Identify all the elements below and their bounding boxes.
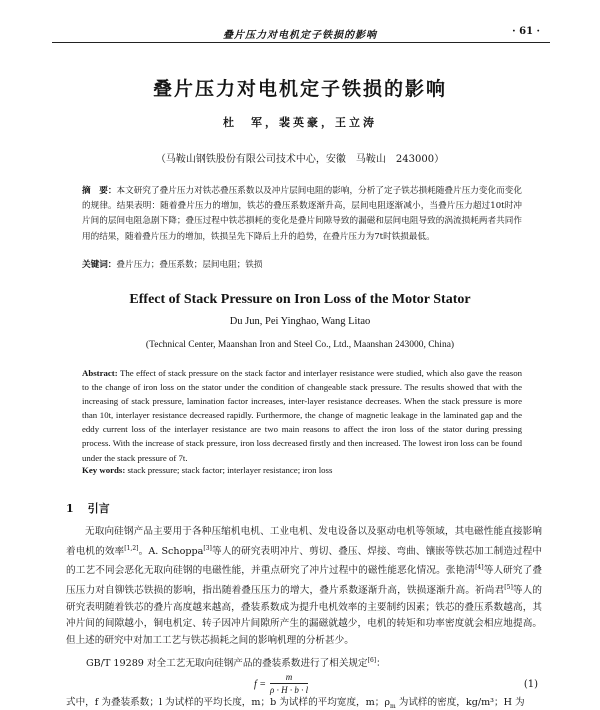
keywords-en-label: Key words: <box>82 465 126 475</box>
citation: [3] <box>203 544 212 552</box>
keywords-cn <box>82 258 522 272</box>
authors-cn: 杜 军，裴英豪，王立涛 <box>223 116 377 129</box>
section-title: 引言 <box>87 502 110 515</box>
affiliation-cn: （马鞍山钢铁股份有限公司技术中心，安徽 马鞍山 243000） <box>155 154 445 165</box>
abstract-cn-label: 摘 要： <box>82 186 117 196</box>
citation: [1,2] <box>124 544 139 552</box>
density-subscript: m <box>389 702 396 710</box>
keywords-en <box>82 464 522 477</box>
intro-text: 。A. Schoppa <box>138 545 204 557</box>
intro-text: 无取向硅钢产品主要用于各种压缩机电机、工业电机、发电设备以及驱动电机等领域，其电磁性能直接影响着电机的效率 <box>66 526 542 557</box>
section-number: 1 <box>66 502 74 515</box>
header-rule <box>52 42 550 43</box>
formula-explanation-text: 式中，f 为叠装系数；l 为试样的平均长度，m；b 为试样的平均宽度，m；ρ <box>66 697 390 708</box>
equation-number: (1) <box>523 679 538 690</box>
abstract-en-label: Abstract: <box>82 368 118 378</box>
authors-en: Du Jun, Pei Yinghao, Wang Litao <box>229 316 371 327</box>
equation-lhs: f = <box>254 679 267 690</box>
standard-text: GB/T 19289 对全工艺无取向硅钢产品的叠装系数进行了相关规定 <box>86 658 368 669</box>
abstract-cn <box>82 184 522 245</box>
citation: [6] <box>367 656 377 664</box>
equation-denominator-text: ρ · H · b · l <box>270 685 309 695</box>
standard-line <box>86 655 386 669</box>
keywords-cn-text: 叠片压力；叠压系数；层间电阻；铁损 <box>116 260 263 270</box>
citation: [5] <box>504 583 513 591</box>
affiliation-en: (Technical Center, Maanshan Iron and Steel Co., Ltd., Maanshan 243000, China) <box>145 340 455 350</box>
intro-text: 等人研究了叠压压力对自铆铁芯铁损的影响，指出随着叠压压力的增大，叠片系数逐渐升高，铁损逐渐升高。祈尚君 <box>66 565 543 597</box>
intro-text: 等人的研究表明冲片、剪切、叠压、焊接、弯曲、镶嵌等铁芯加工制造过程中的工艺不同会恶化无取向硅钢的电磁性能，并重点研究了冲片过程中的磁性能恶化情况。张艳清 <box>66 545 543 577</box>
equation-numerator: m <box>270 672 308 684</box>
abstract-en-text: The effect of stack pressure on the stack factor and interlayer resistance were studied, which also gave the reason to the change of iron loss on the stator under the condition of changeable stack pressure. The results showed that with the increasing of stack pressure, lamination factor increases, inter-layer resistance decreases. When the stack pressure is more than 10t, interlayer resistance decreased rapidly. Furthermore, the change of magnetic leakage in the laminated gap and the eddy current loss of the interlayer resistance are two main reasons to affect the iron loss of the stator during pressing process. With the increase of stack pressure, iron loss decreased firstly and then increased. The lowest iron loss can be found under the stack pressure of 7t. <box>82 368 522 463</box>
abstract-en <box>82 366 522 465</box>
introduction-paragraph <box>66 524 542 649</box>
keywords-en-text: stack pressure; stack factor; interlayer resistance; iron loss <box>127 465 333 475</box>
citation: [4] <box>475 564 484 572</box>
keywords-cn-label: 关键词： <box>82 260 117 270</box>
running-header-title: 叠片压力对电机定子铁损的影响 <box>223 30 377 41</box>
formula-explanation-end: 为试样的密度，kg/m³；H 为 <box>395 697 525 708</box>
abstract-cn-text: 本文研究了叠片压力对铁芯叠压系数以及冲片层间电阻的影响，分析了定子铁芯損耗随叠片压力变化而变化的规律。结果表明：随着叠片压力的增加，铁芯的叠压系数逐渐升高，层间电阻逐渐减小，当叠片压力超过10t时冲片间的层间电阻急剧下降；叠压过程中铁芯損耗的变化是叠片间隙导致的漏磁和层间电阻导致的涡流损耗两者共同作用的结果，随着叠片压力的增加，铁损呈先下降后上升的趋势，在叠片压力为7t时铁损最低。 <box>82 186 522 242</box>
section-heading <box>66 500 124 516</box>
formula-explanation <box>66 694 542 710</box>
page-number: · 61 · <box>512 26 540 37</box>
equation-fraction <box>270 672 308 695</box>
paper-title-cn: 叠片压力对电机定子铁损的影响 <box>152 78 447 100</box>
standard-end: ： <box>376 658 386 669</box>
intro-text: 等人的研究表明随着铁芯的叠片高度越来越高，叠装系数成为提升电机效率的主要制约因素；铁芯的叠压系数越高，其冲片间的间隙越小，铜电机定、转子因冲片间隙所产生的漏磁就越少，电机的转矩和功率密度就会相应地提高。但上述的研究中对加工工艺与铁芯损耗之间的影响机理的分析甚少。 <box>66 585 543 646</box>
paper-title-en: Effect of Stack Pressure on Iron Loss of the Motor Stator <box>129 292 471 307</box>
